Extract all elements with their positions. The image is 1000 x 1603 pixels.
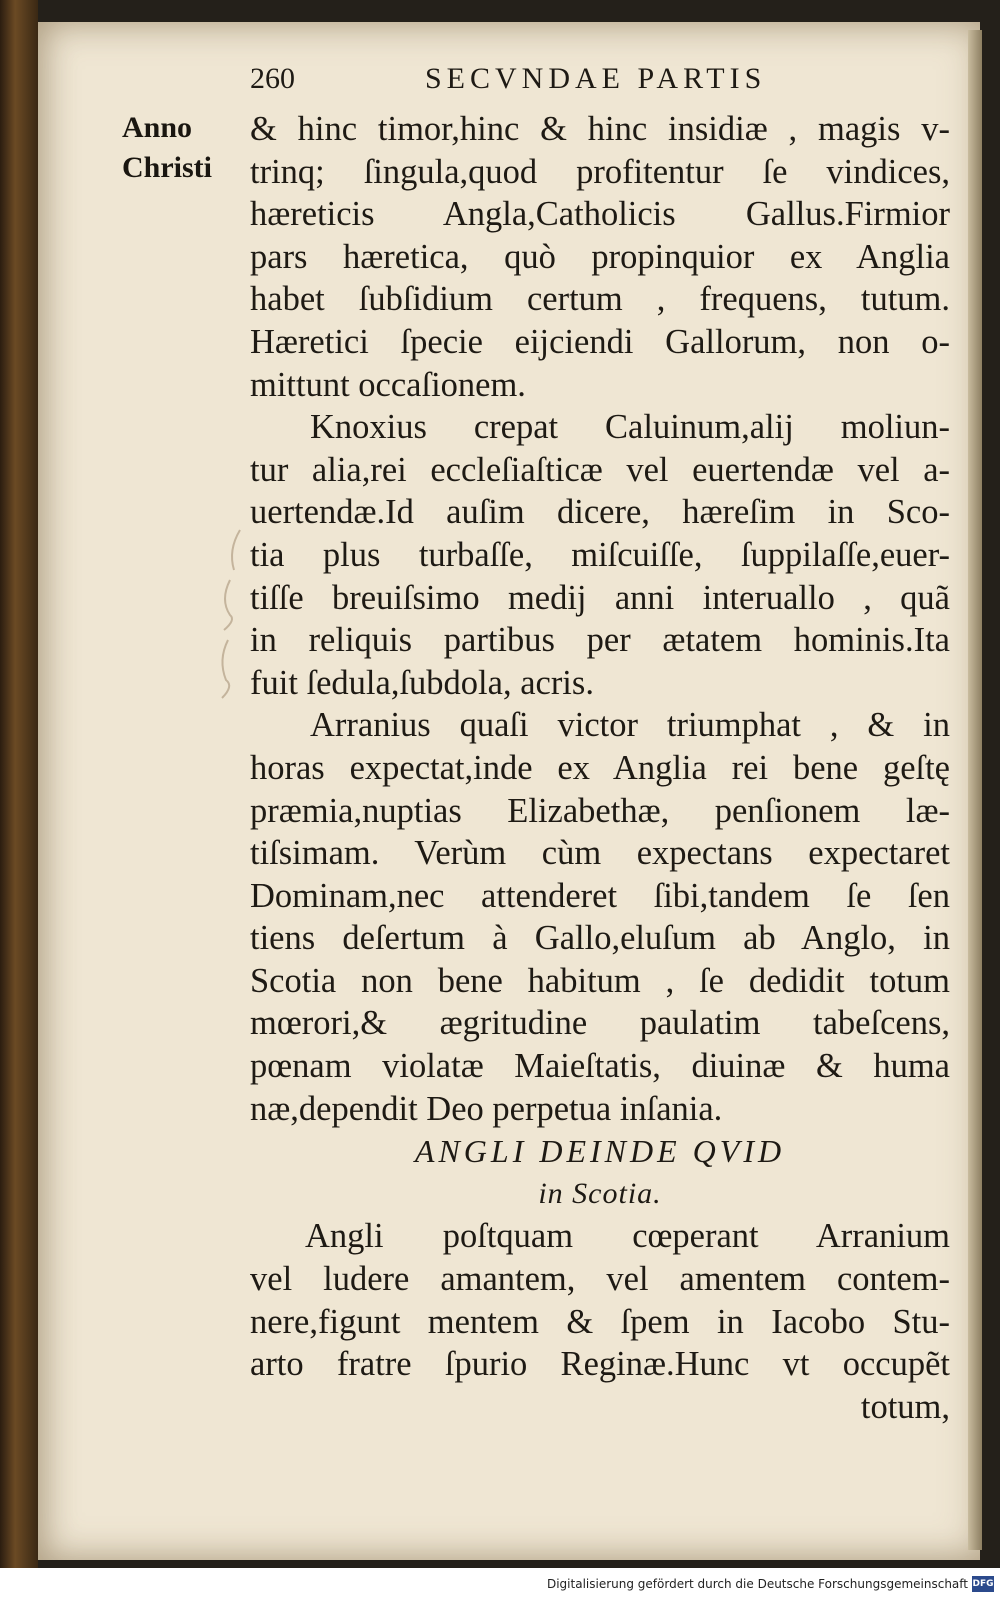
text-line: tiſsimam. Verùm cùm expectans expectaret [250,834,950,873]
text-line: præmia,nuptias Elizabethæ, penſionem læ- [250,791,950,830]
text-line: pars hæretica, quò propinquior ex Anglia [250,237,950,276]
text-line: tiſſe breuiſsimo medij anni interuallo , quã [250,578,950,617]
text-line: Angli poſtquam cœperant Arranium [305,1217,950,1256]
marginal-note [122,108,227,188]
text-line: vel ludere amantem, vel amentem contem- [250,1260,950,1299]
text-line: trinq; ſingula,quod profitentur ſe vindices, [250,152,950,191]
text-line: Knoxius crepat Caluinum,alij moliun- [310,408,950,447]
dfg-logo: DFG [972,1576,994,1592]
text-line: Scotia non bene habitum , ſe dedidit totum [250,961,950,1000]
text-line: hæreticis Angla,Catholicis Gallus.Firmior [250,195,950,234]
text-line: Arranius quaſi victor triumphat , & in [310,706,950,745]
section-heading: ANGLI DEINDE QVID [414,1133,786,1170]
handwritten-margin-marks [200,520,250,720]
page-header [250,62,840,112]
text-line: Hæretici ſpecie eijciendi Gallorum, non o- [250,322,950,361]
marginal-note-line: Christi [122,151,212,184]
text-line: Dominam,nec attenderet ſibi,tandem ſe ſen [250,876,950,915]
text-line: tiens deſertum à Gallo,eluſum ab Anglo, in [250,919,950,958]
text-line: mœrori,& ægritudine paulatim tabeſcens, [250,1004,950,1043]
page-stack-edge [968,30,982,1550]
marginal-note-line: Anno [122,111,193,144]
running-head: SECVNDAE PARTIS [425,62,767,95]
text-line: fuit ſedula,ſubdola, acris. [250,663,594,702]
text-line: & hinc timor,hinc & hinc insidiæ , magis v- [250,110,950,148]
text-line: in reliquis partibus per ætatem hominis.Ita [250,621,950,660]
text-line: tia plus turbaſſe, miſcuiſſe, ſuppilaſſe,euer- [250,535,950,574]
catchword: totum, [860,1387,950,1426]
book-binding-edge [0,0,38,1568]
text-line: nere,figunt mentem & ſpem in Iacobo Stu- [250,1302,950,1341]
section-heading-sub: in Scotia. [538,1176,662,1210]
text-line: horas expectat,inde ex Anglia rei bene geſtę [250,748,950,787]
text-line: uertendæ.Id auſim dicere, hæreſim in Sco- [250,493,950,532]
text-line: tur alia,rei eccleſiaſticæ vel euertendæ vel a- [250,450,950,489]
funding-credit: Digitalisierung gefördert durch die Deutsche Forschungsgemeinschaft [546,1577,968,1591]
text-line: mittunt occaſionem. [250,365,526,404]
text-line: pœnam violatæ Maieſtatis, diuinæ & huma [250,1047,950,1086]
page-number: 260 [250,62,295,95]
text-line: arto fratre ſpurio Reginæ.Hunc vt occupẽt [250,1345,950,1384]
digitization-footer [0,1568,1000,1603]
body-text [250,108,950,1428]
text-line: næ,dependit Deo perpetua inſania. [250,1089,723,1128]
text-line: habet ſubſidium certum , frequens, tutum. [250,280,950,319]
